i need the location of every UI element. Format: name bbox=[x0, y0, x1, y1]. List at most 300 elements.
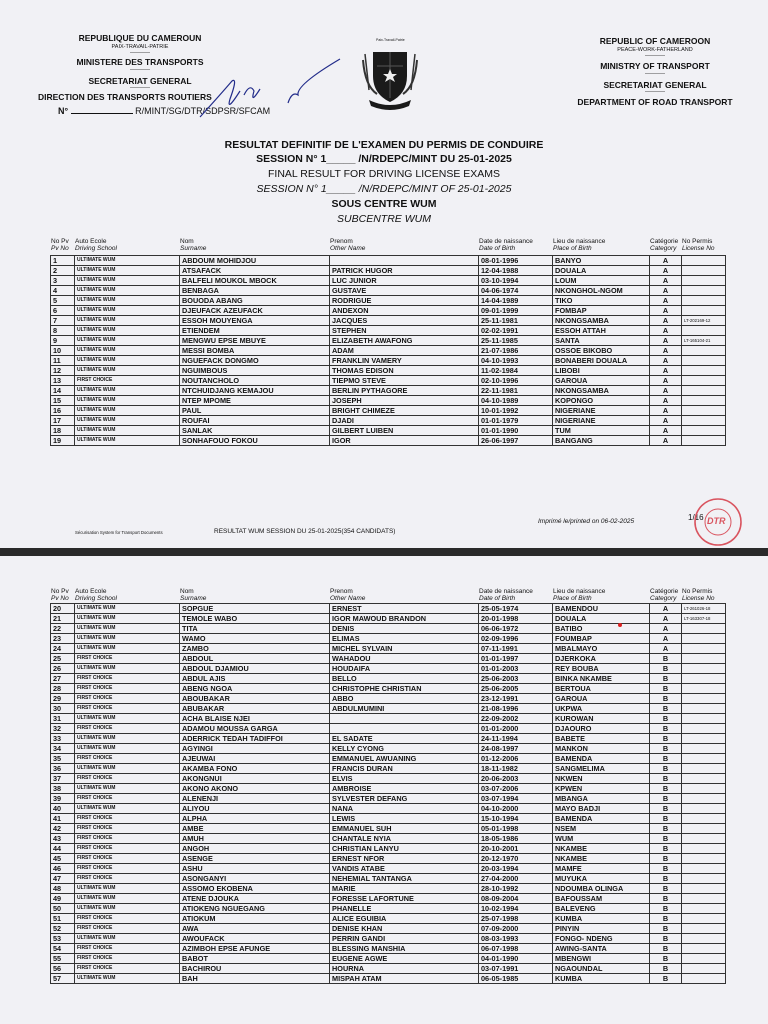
cell-surname: NTEP MPOME bbox=[180, 396, 330, 406]
cell-other: LEWIS bbox=[330, 814, 479, 824]
table-row bbox=[51, 376, 726, 386]
cell-school: FIRST CHOICE bbox=[75, 654, 180, 664]
cell-lic bbox=[682, 924, 726, 934]
cell-pob: GAROUA bbox=[553, 376, 650, 386]
center-fr: SOUS CENTRE WUM bbox=[331, 198, 437, 210]
table-row bbox=[51, 824, 726, 834]
cell-surname: TITA bbox=[180, 624, 330, 634]
cell-surname: SONHAFOUO FOKOU bbox=[180, 436, 330, 446]
cell-cat: B bbox=[650, 924, 682, 934]
cell-lic bbox=[682, 266, 726, 276]
cell-surname: ATSAFACK bbox=[180, 266, 330, 276]
cell-cat: B bbox=[650, 674, 682, 684]
cell-pob: BINKA NKAMBE bbox=[553, 674, 650, 684]
cell-cat: B bbox=[650, 664, 682, 674]
cell-pob: BAMENDA bbox=[553, 814, 650, 824]
cell-other: VANDIS ATABE bbox=[330, 864, 479, 874]
cell-no: 41 bbox=[51, 814, 75, 824]
cell-cat: A bbox=[650, 624, 682, 634]
cell-cat: B bbox=[650, 854, 682, 864]
column-header-fr: Lieu de naissance bbox=[553, 588, 606, 595]
cell-dob: 01-01-1990 bbox=[479, 426, 553, 436]
table-row bbox=[51, 316, 726, 326]
cell-no: 54 bbox=[51, 944, 75, 954]
column-header-fr: Lieu de naissance bbox=[553, 238, 606, 245]
cell-surname: AZIMBOH EPSE AFUNGE bbox=[180, 944, 330, 954]
cell-lic bbox=[682, 904, 726, 914]
cell-dob: 02-10-1996 bbox=[479, 376, 553, 386]
cell-cat: B bbox=[650, 814, 682, 824]
cell-surname: ESSOH MOUYENGA bbox=[180, 316, 330, 326]
cell-no: 31 bbox=[51, 714, 75, 724]
column-header-en: Driving School bbox=[75, 595, 117, 602]
cell-pob: OSSOE BIKOBO bbox=[553, 346, 650, 356]
cell-lic bbox=[682, 426, 726, 436]
table-row bbox=[51, 754, 726, 764]
cell-other: ELVIS bbox=[330, 774, 479, 784]
cell-other: PATRICK HUGOR bbox=[330, 266, 479, 276]
column-header-fr: Date de naissance bbox=[479, 238, 533, 245]
footer-printed: Imprimé le/printed on 06-02-2025 bbox=[538, 518, 635, 525]
cell-cat: B bbox=[650, 944, 682, 954]
cell-no: 50 bbox=[51, 904, 75, 914]
cell-school: ULTIMATE WUM bbox=[75, 804, 180, 814]
cell-dob: 18-05-1986 bbox=[479, 834, 553, 844]
column-header-lic bbox=[682, 588, 715, 602]
cell-lic bbox=[682, 954, 726, 964]
cell-cat: B bbox=[650, 964, 682, 974]
cell-school: FIRST CHOICE bbox=[75, 754, 180, 764]
table-row bbox=[51, 854, 726, 864]
cell-no: 52 bbox=[51, 924, 75, 934]
cell-cat: A bbox=[650, 386, 682, 396]
cell-other: BERLIN PYTHAGORE bbox=[330, 386, 479, 396]
left-secretariat: SECRETARIAT GENERAL bbox=[88, 75, 192, 86]
cell-lic: LT-165104-21 bbox=[682, 336, 726, 346]
cell-cat: A bbox=[650, 644, 682, 654]
cell-school: ULTIMATE WUM bbox=[75, 604, 180, 614]
cell-lic bbox=[682, 884, 726, 894]
cell-lic bbox=[682, 416, 726, 426]
cell-dob: 20-01-1998 bbox=[479, 614, 553, 624]
cell-other: BELLO bbox=[330, 674, 479, 684]
cell-pob: ESSOH ATTAH bbox=[553, 326, 650, 336]
cell-no: 6 bbox=[51, 306, 75, 316]
footer-system: Sécurisation System for Transport Documents bbox=[75, 530, 163, 535]
cell-lic bbox=[682, 654, 726, 664]
cell-surname: ETIENDEM bbox=[180, 326, 330, 336]
cell-school: FIRST CHOICE bbox=[75, 774, 180, 784]
cell-no: 46 bbox=[51, 864, 75, 874]
cell-lic bbox=[682, 644, 726, 654]
left-dash-2: ---------- bbox=[130, 66, 150, 73]
cell-no: 38 bbox=[51, 784, 75, 794]
cell-surname: ALENENJI bbox=[180, 794, 330, 804]
cell-pob: SANTA bbox=[553, 336, 650, 346]
cell-pob: NGAOUNDAL bbox=[553, 964, 650, 974]
cell-other: MISPAH ATAM bbox=[330, 974, 479, 984]
cell-pob: AWING-SANTA bbox=[553, 944, 650, 954]
cell-surname: ASSOMO EKOBENA bbox=[180, 884, 330, 894]
cell-pob: NIGERIANE bbox=[553, 406, 650, 416]
column-header-fr: Catégorie bbox=[650, 238, 679, 245]
cell-other: KELLY CYONG bbox=[330, 744, 479, 754]
table-row bbox=[51, 426, 726, 436]
cell-pob: NSEM bbox=[553, 824, 650, 834]
cell-no: 39 bbox=[51, 794, 75, 804]
cell-cat: B bbox=[650, 934, 682, 944]
cell-pob: BALEVENG bbox=[553, 904, 650, 914]
cell-lic bbox=[682, 784, 726, 794]
left-motto: PAIX-TRAVAIL-PATRIE bbox=[111, 43, 169, 50]
results-table-page-2 bbox=[50, 603, 726, 984]
cell-school: ULTIMATE WUM bbox=[75, 326, 180, 336]
cell-cat: A bbox=[650, 366, 682, 376]
cell-school: ULTIMATE WUM bbox=[75, 416, 180, 426]
table-row bbox=[51, 974, 726, 984]
cell-dob: 20-10-2001 bbox=[479, 844, 553, 854]
cell-surname: AKONGNUI bbox=[180, 774, 330, 784]
right-country: REPUBLIC OF CAMEROON bbox=[599, 36, 711, 46]
cell-lic bbox=[682, 674, 726, 684]
column-header-pob bbox=[553, 588, 605, 602]
cell-other: TIEPMO STEVE bbox=[330, 376, 479, 386]
cell-other: BLESSING MANSHIA bbox=[330, 944, 479, 954]
cell-school: FIRST CHOICE bbox=[75, 794, 180, 804]
table-row bbox=[51, 924, 726, 934]
cell-no: 14 bbox=[51, 386, 75, 396]
table-row bbox=[51, 256, 726, 266]
footer-page-number: 1/16 bbox=[688, 513, 704, 522]
cell-other: IGOR bbox=[330, 436, 479, 446]
cell-surname: MENGWU EPSE MBUYE bbox=[180, 336, 330, 346]
cell-surname: PAUL bbox=[180, 406, 330, 416]
cell-no: 30 bbox=[51, 704, 75, 714]
cell-cat: B bbox=[650, 784, 682, 794]
cell-other: AMBROISE bbox=[330, 784, 479, 794]
cell-surname: BACHIROU bbox=[180, 964, 330, 974]
cell-lic bbox=[682, 744, 726, 754]
cell-other: ADAM bbox=[330, 346, 479, 356]
table-row bbox=[51, 784, 726, 794]
cell-dob: 22-11-1981 bbox=[479, 386, 553, 396]
cell-school: FIRST CHOICE bbox=[75, 814, 180, 824]
cell-dob: 06-06-1972 bbox=[479, 624, 553, 634]
cell-no: 22 bbox=[51, 624, 75, 634]
cell-school: FIRST CHOICE bbox=[75, 944, 180, 954]
cell-school: FIRST CHOICE bbox=[75, 924, 180, 934]
table-row bbox=[51, 366, 726, 376]
cell-pob: BAMENDOU bbox=[553, 604, 650, 614]
cell-lic bbox=[682, 704, 726, 714]
cell-lic bbox=[682, 944, 726, 954]
cell-school: FIRST CHOICE bbox=[75, 674, 180, 684]
cell-pob: BATIBO bbox=[553, 624, 650, 634]
cell-other: NEHEMIAL TANTANGA bbox=[330, 874, 479, 884]
table-row bbox=[51, 794, 726, 804]
cell-dob: 20-03-1994 bbox=[479, 864, 553, 874]
column-header-en: Other Name bbox=[330, 245, 366, 252]
cell-pob: NKAMBE bbox=[553, 854, 650, 864]
cell-school: FIRST CHOICE bbox=[75, 694, 180, 704]
column-header-fr: No Pv bbox=[51, 588, 69, 595]
cell-cat: B bbox=[650, 974, 682, 984]
cell-no: 23 bbox=[51, 634, 75, 644]
cell-school: ULTIMATE WUM bbox=[75, 366, 180, 376]
cell-lic bbox=[682, 724, 726, 734]
table-row bbox=[51, 804, 726, 814]
cell-lic bbox=[682, 356, 726, 366]
cell-cat: A bbox=[650, 614, 682, 624]
cell-cat: B bbox=[650, 804, 682, 814]
cell-lic bbox=[682, 974, 726, 984]
cell-surname: ANGOH bbox=[180, 844, 330, 854]
table-row bbox=[51, 874, 726, 884]
cell-school: ULTIMATE WUM bbox=[75, 744, 180, 754]
cell-pob: KUROWAN bbox=[553, 714, 650, 724]
cell-other: STEPHEN bbox=[330, 326, 479, 336]
title-en-2: SESSION N° 1_____ /N/RDEPC/MINT OF 25-01-2025 bbox=[256, 183, 512, 195]
cell-lic bbox=[682, 386, 726, 396]
cell-surname: AMBE bbox=[180, 824, 330, 834]
cell-dob: 04-10-1989 bbox=[479, 396, 553, 406]
cell-other: FRANCIS DURAN bbox=[330, 764, 479, 774]
cell-other: PERRIN GANDI bbox=[330, 934, 479, 944]
cell-surname: BALFELI MOUKOL MBOCK bbox=[180, 276, 330, 286]
cell-lic bbox=[682, 634, 726, 644]
cell-pob: SANGMELIMA bbox=[553, 764, 650, 774]
right-department: DEPARTMENT OF ROAD TRANSPORT bbox=[577, 97, 733, 108]
cell-other: ELIMAS bbox=[330, 634, 479, 644]
column-header-en: Surname bbox=[180, 595, 207, 602]
cell-no: 15 bbox=[51, 396, 75, 406]
cell-lic bbox=[682, 964, 726, 974]
cell-school: ULTIMATE WUM bbox=[75, 396, 180, 406]
cell-surname: ASONGANYI bbox=[180, 874, 330, 884]
cell-school: ULTIMATE WUM bbox=[75, 614, 180, 624]
cell-cat: A bbox=[650, 396, 682, 406]
cell-no: 26 bbox=[51, 664, 75, 674]
cell-lic bbox=[682, 684, 726, 694]
column-header-lic bbox=[682, 238, 715, 252]
cell-school: ULTIMATE WUM bbox=[75, 664, 180, 674]
cell-school: FIRST CHOICE bbox=[75, 684, 180, 694]
cell-cat: B bbox=[650, 704, 682, 714]
cell-cat: A bbox=[650, 376, 682, 386]
cell-no: 11 bbox=[51, 356, 75, 366]
cell-school: ULTIMATE WUM bbox=[75, 714, 180, 724]
cell-other: JACQUES bbox=[330, 316, 479, 326]
cell-no: 1 bbox=[51, 256, 75, 266]
cell-dob: 28-10-1992 bbox=[479, 884, 553, 894]
right-motto: PEACE-WORK-FATHERLAND bbox=[617, 46, 693, 53]
cell-other: EUGENE AGWE bbox=[330, 954, 479, 964]
cell-cat: A bbox=[650, 336, 682, 346]
cell-dob: 20-12-1970 bbox=[479, 854, 553, 864]
cell-other: DENISE KHAN bbox=[330, 924, 479, 934]
cell-dob: 02-09-1996 bbox=[479, 634, 553, 644]
cell-surname: AKONO AKONO bbox=[180, 784, 330, 794]
column-header-fr: Prenom bbox=[330, 238, 353, 245]
cell-surname: AWA bbox=[180, 924, 330, 934]
cell-no: 8 bbox=[51, 326, 75, 336]
cell-no: 24 bbox=[51, 644, 75, 654]
cell-other: EL SADATE bbox=[330, 734, 479, 744]
table-row bbox=[51, 386, 726, 396]
table-row bbox=[51, 416, 726, 426]
cell-lic bbox=[682, 714, 726, 724]
cell-other: GILBERT LUIBEN bbox=[330, 426, 479, 436]
cell-other: EMMANUEL SUH bbox=[330, 824, 479, 834]
cell-school: FIRST CHOICE bbox=[75, 724, 180, 734]
cell-other: DENIS bbox=[330, 624, 479, 634]
cell-no: 4 bbox=[51, 286, 75, 296]
cell-other: MICHEL SYLVAIN bbox=[330, 644, 479, 654]
cell-surname: ATIOKUM bbox=[180, 914, 330, 924]
cell-cat: A bbox=[650, 276, 682, 286]
cell-other: ABDULMUMINI bbox=[330, 704, 479, 714]
cell-surname: NOUTANCHOLO bbox=[180, 376, 330, 386]
table-row bbox=[51, 276, 726, 286]
table-row bbox=[51, 336, 726, 346]
column-header-other bbox=[330, 238, 365, 252]
table-row bbox=[51, 934, 726, 944]
cell-no: 51 bbox=[51, 914, 75, 924]
cell-surname: AGYINGI bbox=[180, 744, 330, 754]
cell-surname: ROUFAI bbox=[180, 416, 330, 426]
cell-cat: A bbox=[650, 436, 682, 446]
cell-cat: B bbox=[650, 744, 682, 754]
cell-school: ULTIMATE WUM bbox=[75, 634, 180, 644]
cell-no: 32 bbox=[51, 724, 75, 734]
column-header-en: Place of Birth bbox=[553, 245, 592, 252]
cell-cat: A bbox=[650, 634, 682, 644]
table-row bbox=[51, 734, 726, 744]
cell-dob: 20-06-2003 bbox=[479, 774, 553, 784]
column-header-other bbox=[330, 588, 365, 602]
cell-school: ULTIMATE WUM bbox=[75, 296, 180, 306]
cell-surname: BENBAGA bbox=[180, 286, 330, 296]
cell-other: BRIGHT CHIMEZE bbox=[330, 406, 479, 416]
signature-scribble-icon bbox=[180, 55, 350, 125]
cell-surname: ABENG NGOA bbox=[180, 684, 330, 694]
cell-pob: GAROUA bbox=[553, 694, 650, 704]
table-row bbox=[51, 684, 726, 694]
column-header-surname bbox=[180, 588, 206, 602]
cell-no: 29 bbox=[51, 694, 75, 704]
table-row bbox=[51, 704, 726, 714]
cell-other: ERNEST bbox=[330, 604, 479, 614]
cell-cat: A bbox=[650, 416, 682, 426]
table-row bbox=[51, 356, 726, 366]
cell-lic bbox=[682, 794, 726, 804]
table-row bbox=[51, 326, 726, 336]
cell-cat: B bbox=[650, 714, 682, 724]
cell-dob: 04-06-1974 bbox=[479, 286, 553, 296]
table-row bbox=[51, 744, 726, 754]
column-header-fr: Nom bbox=[180, 238, 194, 245]
cell-other: MARIE bbox=[330, 884, 479, 894]
cell-school: FIRST CHOICE bbox=[75, 914, 180, 924]
cell-lic bbox=[682, 834, 726, 844]
cell-pob: FOMBAP bbox=[553, 306, 650, 316]
cell-no: 28 bbox=[51, 684, 75, 694]
cell-pob: KUMBA bbox=[553, 974, 650, 984]
cell-school: ULTIMATE WUM bbox=[75, 644, 180, 654]
cell-lic bbox=[682, 256, 726, 266]
cell-dob: 01-01-2000 bbox=[479, 724, 553, 734]
cell-no: 3 bbox=[51, 276, 75, 286]
cell-lic bbox=[682, 306, 726, 316]
cell-cat: B bbox=[650, 874, 682, 884]
column-header-fr: No Pv bbox=[51, 238, 69, 245]
cell-other bbox=[330, 724, 479, 734]
cell-dob: 12-04-1988 bbox=[479, 266, 553, 276]
cell-other: DJADI bbox=[330, 416, 479, 426]
cell-lic bbox=[682, 844, 726, 854]
cell-no: 36 bbox=[51, 764, 75, 774]
cell-no: 48 bbox=[51, 884, 75, 894]
cell-no: 7 bbox=[51, 316, 75, 326]
cell-no: 53 bbox=[51, 934, 75, 944]
cell-surname: ASENGE bbox=[180, 854, 330, 864]
cell-cat: A bbox=[650, 604, 682, 614]
cell-school: ULTIMATE WUM bbox=[75, 764, 180, 774]
column-header-en: Date of Birth bbox=[479, 245, 516, 252]
cell-school: ULTIMATE WUM bbox=[75, 894, 180, 904]
cell-other: CHRISTOPHE CHRISTIAN bbox=[330, 684, 479, 694]
red-dot-mark bbox=[618, 623, 622, 627]
cell-surname: BAH bbox=[180, 974, 330, 984]
column-header-fr: No Permis bbox=[682, 238, 713, 245]
cell-surname: ABDOUL bbox=[180, 654, 330, 664]
cell-dob: 07-11-1991 bbox=[479, 644, 553, 654]
column-header-fr: Nom bbox=[180, 588, 194, 595]
cell-surname: ASHU bbox=[180, 864, 330, 874]
cell-dob: 08-01-1996 bbox=[479, 256, 553, 266]
cell-other: NANA bbox=[330, 804, 479, 814]
footer-result: RESULTAT WUM SESSION DU 25-01-2025(354 CANDIDATS) bbox=[214, 528, 396, 535]
cell-cat: B bbox=[650, 884, 682, 894]
ref-blank bbox=[71, 113, 133, 114]
column-header-en: Place of Birth bbox=[553, 595, 592, 602]
cell-surname: ABDOUL DJAMIOU bbox=[180, 664, 330, 674]
cell-school: ULTIMATE WUM bbox=[75, 336, 180, 346]
column-header-en: Surname bbox=[180, 245, 207, 252]
cell-no: 21 bbox=[51, 614, 75, 624]
cell-surname: AMUH bbox=[180, 834, 330, 844]
cell-pob: DOUALA bbox=[553, 614, 650, 624]
cell-pob: NKAMBE bbox=[553, 844, 650, 854]
cell-no: 35 bbox=[51, 754, 75, 764]
cell-cat: A bbox=[650, 426, 682, 436]
cell-school: FIRST CHOICE bbox=[75, 844, 180, 854]
cell-pob: BAMENDA bbox=[553, 754, 650, 764]
ref-suffix: R/MINT/SG/DTR/SDPSR/SFCAM bbox=[135, 106, 271, 116]
right-dash-3: ---------- bbox=[645, 89, 665, 96]
cell-pob: BONABERI DOUALA bbox=[553, 356, 650, 366]
cell-cat: B bbox=[650, 794, 682, 804]
cell-lic bbox=[682, 874, 726, 884]
cell-school: FIRST CHOICE bbox=[75, 864, 180, 874]
cell-other: FORESSE LAFORTUNE bbox=[330, 894, 479, 904]
cell-no: 56 bbox=[51, 964, 75, 974]
cell-no: 13 bbox=[51, 376, 75, 386]
table-row bbox=[51, 306, 726, 316]
cell-pob: DJAOURO bbox=[553, 724, 650, 734]
cell-surname: ADERRICK TEDAH TADIFFOI bbox=[180, 734, 330, 744]
emblem-motto: Paix-Travail-Patrie bbox=[376, 38, 405, 42]
